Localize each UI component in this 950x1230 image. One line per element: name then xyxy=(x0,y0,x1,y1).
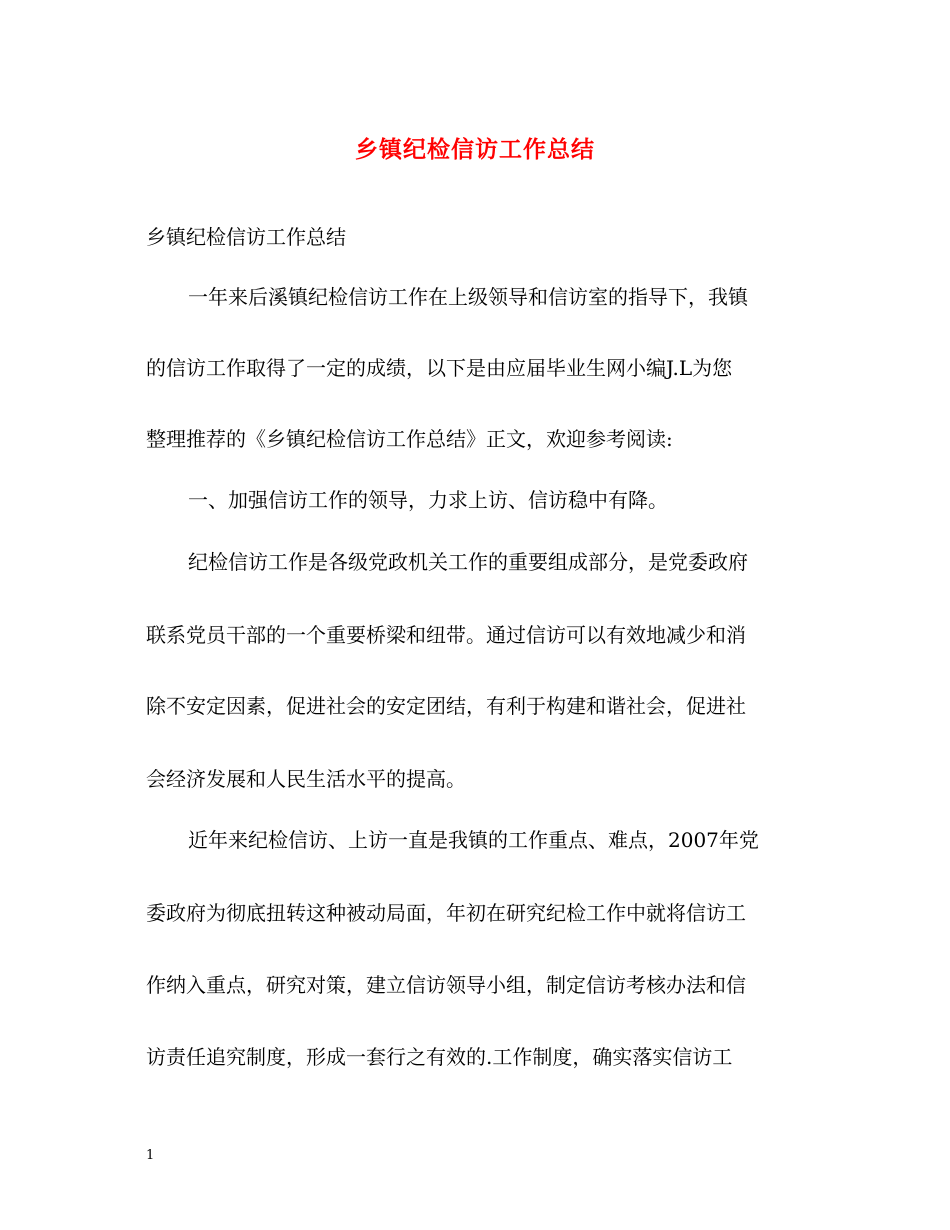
body-line: 纪检信访工作是各级党政机关工作的重要组成部分，是党委政府 xyxy=(188,550,748,574)
body-line: 委政府为彻底扭转这种被动局面，年初在研究纪检工作中就将信访工 xyxy=(146,901,746,925)
body-line: 会经济发展和人民生活水平的提高。 xyxy=(146,767,466,791)
body-line: 作纳入重点，研究对策，建立信访领导小组，制定信访考核办法和信 xyxy=(146,973,746,997)
body-line: 联系党员干部的一个重要桥梁和纽带。通过信访可以有效地减少和消 xyxy=(146,623,746,647)
body-line: 除不安定因素，促进社会的安定团结，有利于构建和谐社会，促进社 xyxy=(146,694,746,718)
body-line: 的信访工作取得了一定的成绩，以下是由应届毕业生网小编J.L为您 xyxy=(146,356,733,380)
body-line: 近年来纪检信访、上访一直是我镇的工作重点、难点，2007年党 xyxy=(188,828,759,852)
body-line: 访责任追究制度，形成一套行之有效的.工作制度，确实落实信访工 xyxy=(146,1045,733,1069)
body-line: 一年来后溪镇纪检信访工作在上级领导和信访室的指导下，我镇 xyxy=(188,285,748,309)
subtitle-line: 乡镇纪检信访工作总结 xyxy=(146,225,346,249)
page-number: 1 xyxy=(146,1148,155,1163)
document-title: 乡镇纪检信访工作总结 xyxy=(355,136,595,163)
section-heading: 一、加强信访工作的领导，力求上访、信访稳中有降。 xyxy=(188,488,668,512)
body-line: 整理推荐的《乡镇纪检信访工作总结》正文，欢迎参考阅读: xyxy=(146,427,673,451)
